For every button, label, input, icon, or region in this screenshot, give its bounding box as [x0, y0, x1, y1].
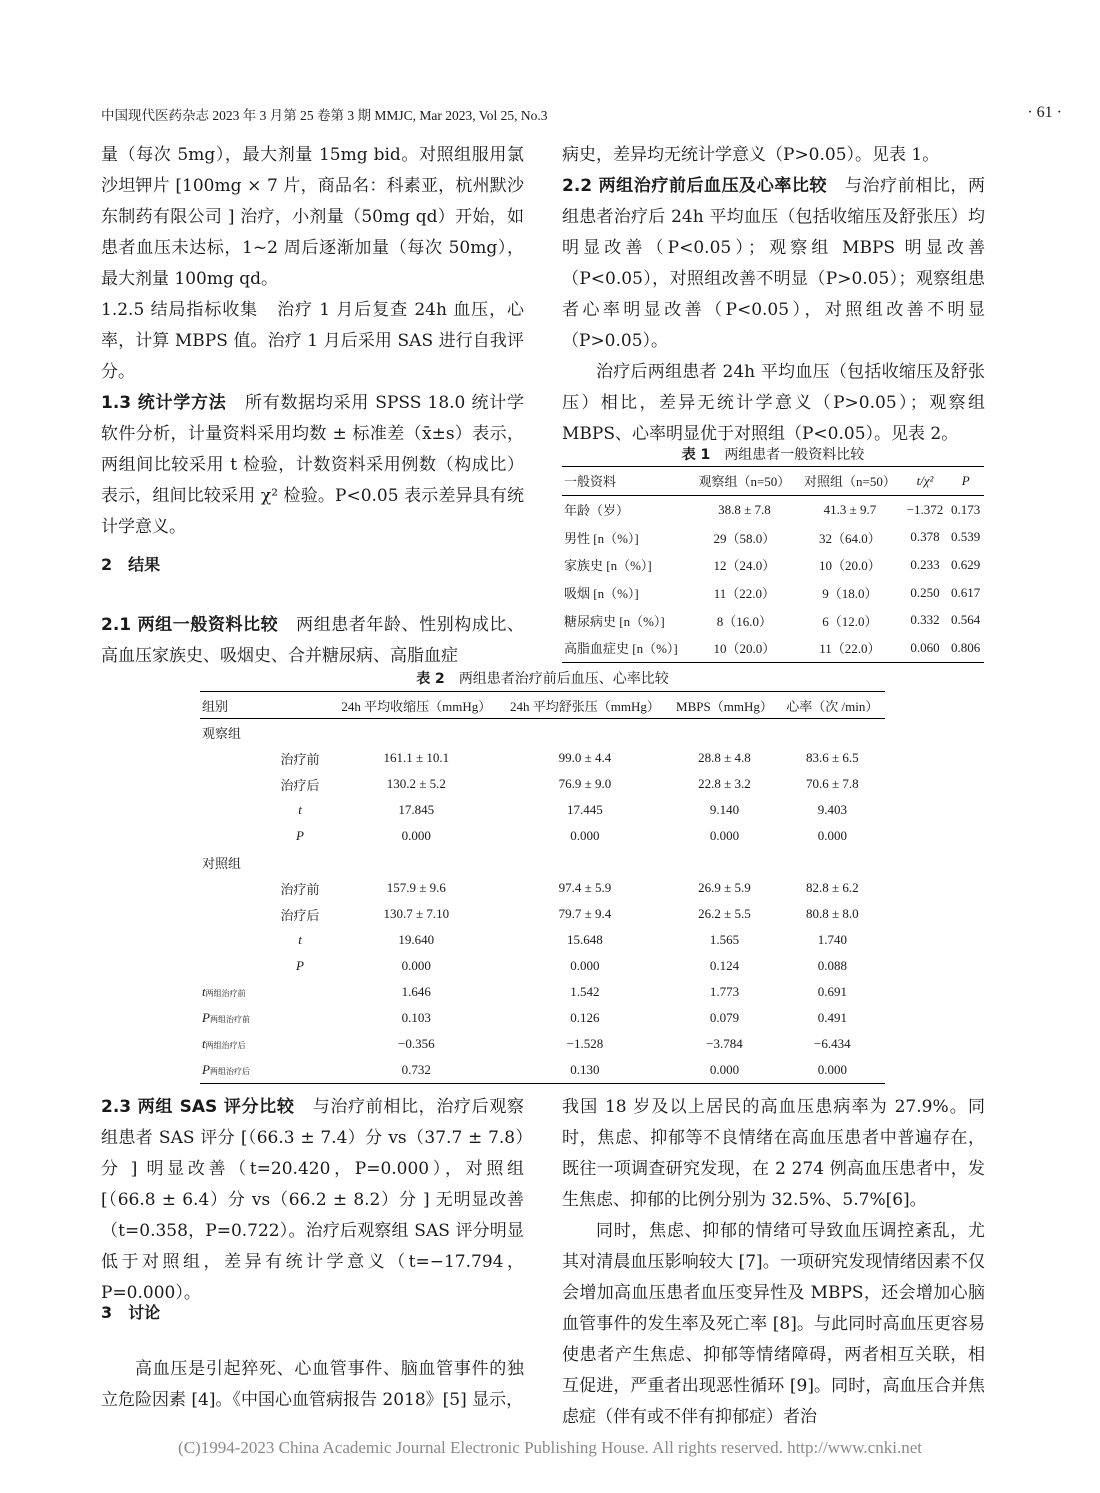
table2-sub-cell: 治疗后 — [280, 907, 320, 923]
table2-cell: 1.740 — [817, 932, 847, 947]
table1-cell: 0.250 — [910, 584, 940, 600]
table2-cell: 17.845 — [398, 802, 435, 817]
table2-cell — [669, 849, 779, 875]
paragraph-body: 所有数据均采用 SPSS 18.0 统计学软件分析，计量资料采用均数 ± 标准差（x̄±s）表示，两组间比较采用 t 检验，计数资料采用例数（构成比）表示，组间比较采用 χ² 检验。P<0.05 表示差异具有统计学意义。 — [101, 393, 525, 537]
table2-cell: 80.8 ± 8.0 — [806, 906, 859, 921]
journal-info: 中国现代医药杂志 2023 年 3 月第 25 卷第 3 期 MMJC, Mar 2023, Vol 25, No.3 — [101, 108, 548, 123]
table2-row — [200, 1057, 885, 1084]
paragraph — [562, 171, 985, 357]
table2-cell: 0.124 — [709, 958, 740, 973]
table2-cell: 9.140 — [709, 802, 740, 817]
table2-row — [200, 797, 885, 823]
table1-cell: 0.539 — [951, 529, 981, 545]
table2-header: MBPS（mmHg） — [669, 692, 779, 719]
subsection-heading: 1.2.5 结局指标收集 — [101, 300, 259, 320]
table2-cell: 161.1 ± 10.1 — [383, 750, 450, 765]
table2-cell: 0.103 — [401, 1010, 431, 1025]
table1-cell: 29（58.0） — [713, 530, 776, 546]
paragraph: 同时，焦虑、抑郁的情绪可导致血压调控紊乱，尤其对清晨血压影响较大 [7]。一项研究发现情绪因素不仅会增加高血压患者血压变异性及 MBPS，还会增加心脑血管事件的发生率及死亡率 [8]。与此同时高血压更容易使患者产生焦虑、抑郁等情绪障碍，两者相互关联，相互促进，严重者出现恶性循环 [9]。同时，高血压合并焦虑症（伴有或不伴有抑郁症）者治 — [562, 1221, 985, 1427]
table1-row — [562, 634, 984, 662]
table2-group-cell — [200, 1005, 268, 1031]
table2-group-cell — [200, 771, 268, 797]
table2-sub-cell — [268, 979, 332, 1005]
stat-symbol: P — [202, 1062, 210, 1077]
table2-sub-cell: t — [298, 932, 302, 947]
left-column-lower — [101, 1092, 524, 1309]
table2-group-cell — [200, 1057, 268, 1084]
table2-cell: 97.4 ± 5.9 — [558, 880, 612, 895]
table1-row — [562, 606, 984, 634]
table2-cell: 79.7 ± 9.4 — [558, 906, 612, 921]
table1-cell: 男性 [n（%）] — [564, 530, 639, 546]
subsection-heading: 2.3 两组 SAS 评分比较 — [101, 1097, 295, 1117]
paragraph — [101, 1092, 524, 1309]
table2-group-cell: 观察组 — [202, 725, 242, 741]
table2-sub-cell: P — [296, 828, 304, 843]
paragraph-body: 两组患者年龄、性别构成比、高血压家族史、吸烟史、合并糖尿病、高脂血症 — [101, 615, 524, 666]
table1-cell: 年龄（岁） — [564, 503, 630, 519]
table2-sub-cell — [268, 1057, 332, 1084]
table2-row — [200, 719, 885, 746]
table2-row — [200, 927, 885, 953]
table2-sub-cell — [268, 1031, 332, 1057]
table1-cell: 0.617 — [951, 584, 981, 600]
table2-cell: 0.000 — [401, 828, 431, 843]
paragraph: 治疗后两组患者 24h 平均血压（包括收缩压及舒张压）相比，差异无统计学意义（P>0.05）；观察组 MBPS、心率明显优于对照组（P<0.05）。见表 2。 — [562, 362, 985, 444]
table1-cell: −1.372 — [906, 501, 944, 517]
table2-sub-cell — [268, 1005, 332, 1031]
stat-symbol: t — [202, 984, 206, 999]
table1-cell: 32（64.0） — [819, 530, 881, 546]
table2-sub-cell: 治疗前 — [280, 881, 320, 897]
table1-cell: 12（24.0） — [713, 558, 776, 574]
stat-subscript: 两组治疗前 — [205, 989, 246, 998]
table2-row — [200, 1031, 885, 1057]
table2-cell: 0.088 — [817, 958, 847, 973]
table2-cell — [669, 719, 779, 746]
table2-row — [200, 979, 885, 1005]
paragraph-body: 与治疗前相比，两组患者治疗后 24h 平均血压（包括收缩压及舒张压）均明显改善（P<0.05）；观察组 MBPS 明显改善（P<0.05），对照组改善不明显（P>0.05）；观察组患者心率明显改善（P<0.05），对照组改善不明显（P>0.05）。 — [562, 176, 985, 351]
table2-row — [200, 953, 885, 979]
table2-row — [200, 771, 885, 797]
table2-group-cell — [200, 979, 268, 1005]
table2-header: 心率（次 /min） — [780, 692, 885, 719]
table1-cell: 0.173 — [951, 501, 981, 517]
table2-row — [200, 1005, 885, 1031]
paragraph: 病史，差异均无统计学意义（P>0.05）。见表 1。 — [562, 145, 940, 165]
paragraph — [101, 388, 524, 543]
table2-row — [200, 745, 885, 771]
table2-caption — [200, 668, 885, 688]
table1-cell: 糖尿病史 [n（%）] — [564, 613, 665, 629]
table1-cell: 10（20.0） — [692, 634, 798, 662]
table2-cell: 1.565 — [709, 932, 740, 947]
table2-cell — [780, 719, 885, 746]
table2-header: 24h 平均舒张压（mmHg） — [501, 692, 670, 719]
table1-cell: 11（22.0） — [797, 634, 903, 662]
table2-sub-cell: P — [296, 958, 304, 973]
table2-cell: 0.126 — [570, 1010, 600, 1025]
table2-header — [268, 692, 332, 719]
table2-group-cell — [200, 875, 268, 901]
table2-header-row — [200, 692, 885, 719]
table2-sub-cell: 治疗后 — [280, 777, 320, 793]
table2-cell: 76.9 ± 9.0 — [558, 776, 612, 791]
left-column-discussion — [101, 1354, 524, 1416]
table2-cell: 0.079 — [709, 1010, 740, 1025]
table2-row — [200, 875, 885, 901]
table2-cell: 130.7 ± 7.10 — [383, 906, 450, 921]
table2-cell: 15.648 — [567, 932, 603, 947]
stat-subscript: 两组治疗前 — [209, 1015, 250, 1024]
table2-group-cell — [200, 953, 268, 979]
table2 — [200, 691, 885, 1084]
table2-cell: 0.130 — [501, 1057, 670, 1084]
table2-sub-cell — [268, 719, 332, 746]
table2-cell: −3.784 — [706, 1036, 743, 1051]
table2-title: 两组患者治疗前后血压、心率比较 — [458, 671, 669, 687]
table2-cell: 99.0 ± 4.4 — [558, 750, 612, 765]
table2-sub-cell: 治疗前 — [280, 751, 320, 767]
table2-cell: 83.6 ± 6.5 — [806, 750, 859, 765]
table1-cell: 0.060 — [903, 634, 948, 662]
left-column-top — [101, 140, 524, 543]
table1-cell: 0.564 — [951, 612, 981, 628]
table2-cell: 0.000 — [780, 1057, 885, 1084]
table1-cell: 0.233 — [910, 556, 940, 572]
table1-header: 观察组（n=50） — [692, 467, 798, 496]
left-column-2-1 — [101, 610, 524, 672]
paragraph-body: 与治疗前相比，治疗后观察组患者 SAS 评分 [（66.3 ± 7.4）分 vs（37.7 ± 7.8）分 ] 明显改善（t=20.420，P=0.000），对照组 [（66.8 ± 6.4）分 vs（66.2 ± 8.2）分 ] 无明显改善（t=0.358，P=0.722）。治疗后观察组 SAS 评分明显低于对照组，差异有统计学意义（t=−17.794，P=0.000）。 — [101, 1097, 525, 1303]
table1-header: 一般资料 — [562, 467, 692, 496]
table2-cell: 1.773 — [709, 984, 740, 999]
table1-cell: 10（20.0） — [819, 558, 881, 574]
table1-cell: 0.378 — [910, 529, 940, 545]
table2-cell: 130.2 ± 5.2 — [386, 776, 446, 791]
table1-cell: 0.629 — [951, 556, 981, 572]
table1-cell: 0.806 — [947, 634, 984, 662]
table1-row — [562, 495, 984, 523]
table2-sub-cell — [268, 849, 332, 875]
table2-cell — [332, 719, 501, 746]
table2-cell: −6.434 — [814, 1036, 851, 1051]
table1-cell: 吸烟 [n（%）] — [564, 586, 639, 602]
paragraph: 高血压是引起猝死、心血管事件、脑血管事件的独立危险因素 [4]。《中国心血管病报告 2018》[5] 显示， — [101, 1359, 524, 1410]
table1-cell: 8（16.0） — [716, 613, 773, 629]
table2-cell: −1.528 — [566, 1036, 604, 1051]
page-number: · 61 · — [1027, 104, 1062, 121]
table1 — [562, 466, 984, 663]
paragraph: 我国 18 岁及以上居民的高血压患病率为 27.9%。同时，焦虑、抑郁等不良情绪在高血压患者中普遍存在，既往一项调查研究发现，在 2 274 例高血压患者中，发生焦虑、抑郁的比例分别为 32.5%、5.7%[6]。 — [562, 1097, 985, 1210]
running-header — [101, 104, 1062, 128]
paragraph: 量（每次 5mg），最大剂量 15mg bid。对照组服用氯沙坦钾片 [100mg × 7 片，商品名：科素亚，杭州默沙东制药有限公司 ] 治疗，小剂量（50mg qd）开始，如患者血压未达标，1~2 周后逐渐加量（每次 50mg），最大剂量 100mg qd。 — [101, 145, 524, 289]
table1-cell: 6（12.0） — [822, 613, 878, 629]
table2-cell: 19.640 — [398, 932, 435, 947]
table2-cell: 0.000 — [401, 958, 431, 973]
table2-sub-cell: t — [298, 802, 302, 817]
table2-group-cell — [200, 745, 268, 771]
table1-header: P — [947, 467, 984, 496]
stat-symbol: P — [202, 1010, 210, 1025]
table1-cell: 家族史 [n（%）] — [564, 558, 652, 574]
table2-cell: 0.491 — [817, 1010, 847, 1025]
table1-row — [562, 523, 984, 551]
table2-cell: 0.000 — [709, 828, 740, 843]
table2-cell — [501, 719, 670, 746]
table2-cell: 28.8 ± 4.8 — [698, 750, 751, 765]
table2-cell: 17.445 — [567, 802, 603, 817]
table1-cell: 9（18.0） — [822, 586, 878, 602]
table1-header: 对照组（n=50） — [797, 467, 903, 496]
table2-cell: 0.000 — [669, 1057, 779, 1084]
subsection-heading: 2.2 两组治疗前后血压及心率比较 — [562, 176, 828, 196]
table2-group-cell — [200, 1031, 268, 1057]
table1-title: 两组患者一般资料比较 — [724, 447, 865, 463]
section-heading: 2 结果 — [101, 555, 161, 574]
table1-cell: 41.3 ± 9.7 — [823, 501, 877, 517]
table2-label: 表 2 — [416, 671, 445, 687]
right-column-lower — [562, 1092, 985, 1433]
table1-cell: 11（22.0） — [713, 586, 776, 602]
table2-row — [200, 849, 885, 875]
table2-group-cell — [200, 797, 268, 823]
stat-subscript: 两组治疗后 — [205, 1041, 246, 1050]
copyright-footer: (C)1994-2023 China Academic Journal Electronic Publishing House. All rights reserved. http://www.cnki.net — [178, 1438, 922, 1457]
table2-cell — [501, 849, 670, 875]
table2-cell: 0.732 — [332, 1057, 501, 1084]
subsection-heading: 1.3 统计学方法 — [101, 393, 227, 413]
table2-cell: 26.9 ± 5.9 — [698, 880, 751, 895]
table1-header: t/χ² — [903, 467, 948, 496]
table2-group-cell — [200, 927, 268, 953]
table2-cell: 0.000 — [570, 828, 600, 843]
table2-group-cell — [200, 901, 268, 927]
section-heading-results — [101, 549, 524, 580]
subsection-heading: 2.1 两组一般资料比较 — [101, 615, 279, 635]
table2-cell: −0.356 — [398, 1036, 435, 1051]
table2-row — [200, 823, 885, 849]
table2-cell: 157.9 ± 9.6 — [386, 880, 446, 895]
table2-cell: 0.000 — [570, 958, 600, 973]
right-column-top — [562, 140, 985, 450]
table1-caption — [562, 444, 984, 464]
table1-cell: 高脂血症史 [n（%）] — [562, 634, 692, 662]
table2-cell: 26.2 ± 5.5 — [698, 906, 751, 921]
table1-cell: 38.8 ± 7.8 — [718, 501, 771, 517]
table2-cell: 82.8 ± 6.2 — [806, 880, 859, 895]
table1-row — [562, 579, 984, 607]
table2-group-cell — [200, 823, 268, 849]
table2-row — [200, 901, 885, 927]
table1-header-row — [562, 467, 984, 496]
table2-cell: 0.000 — [817, 828, 847, 843]
table1-label: 表 1 — [681, 447, 711, 463]
section-heading: 3 讨论 — [101, 1303, 161, 1322]
table2-header: 组别 — [200, 692, 268, 719]
table2-cell: 0.691 — [817, 984, 847, 999]
table2-group-cell: 对照组 — [202, 855, 242, 871]
paragraph — [101, 610, 524, 672]
table2-cell: 1.646 — [401, 984, 431, 999]
table2-header: 24h 平均收缩压（mmHg） — [332, 692, 501, 719]
paragraph-body: 治疗 1 月后复查 24h 血压，心率，计算 MBPS 值。治疗 1 月后采用 SAS 进行自我评分。 — [101, 300, 524, 382]
table1-cell: 0.332 — [910, 612, 940, 628]
paragraph — [101, 295, 524, 388]
stat-symbol: t — [202, 1036, 206, 1051]
stat-subscript: 两组治疗后 — [209, 1067, 250, 1076]
table2-cell — [332, 849, 501, 875]
table2-cell: 9.403 — [817, 802, 847, 817]
table2-cell: 70.6 ± 7.8 — [806, 776, 859, 791]
table1-row — [562, 551, 984, 579]
table2-cell: 1.542 — [570, 984, 600, 999]
table2-cell — [780, 849, 885, 875]
table2-cell: 22.8 ± 3.2 — [698, 776, 751, 791]
section-heading-discussion — [101, 1297, 524, 1328]
